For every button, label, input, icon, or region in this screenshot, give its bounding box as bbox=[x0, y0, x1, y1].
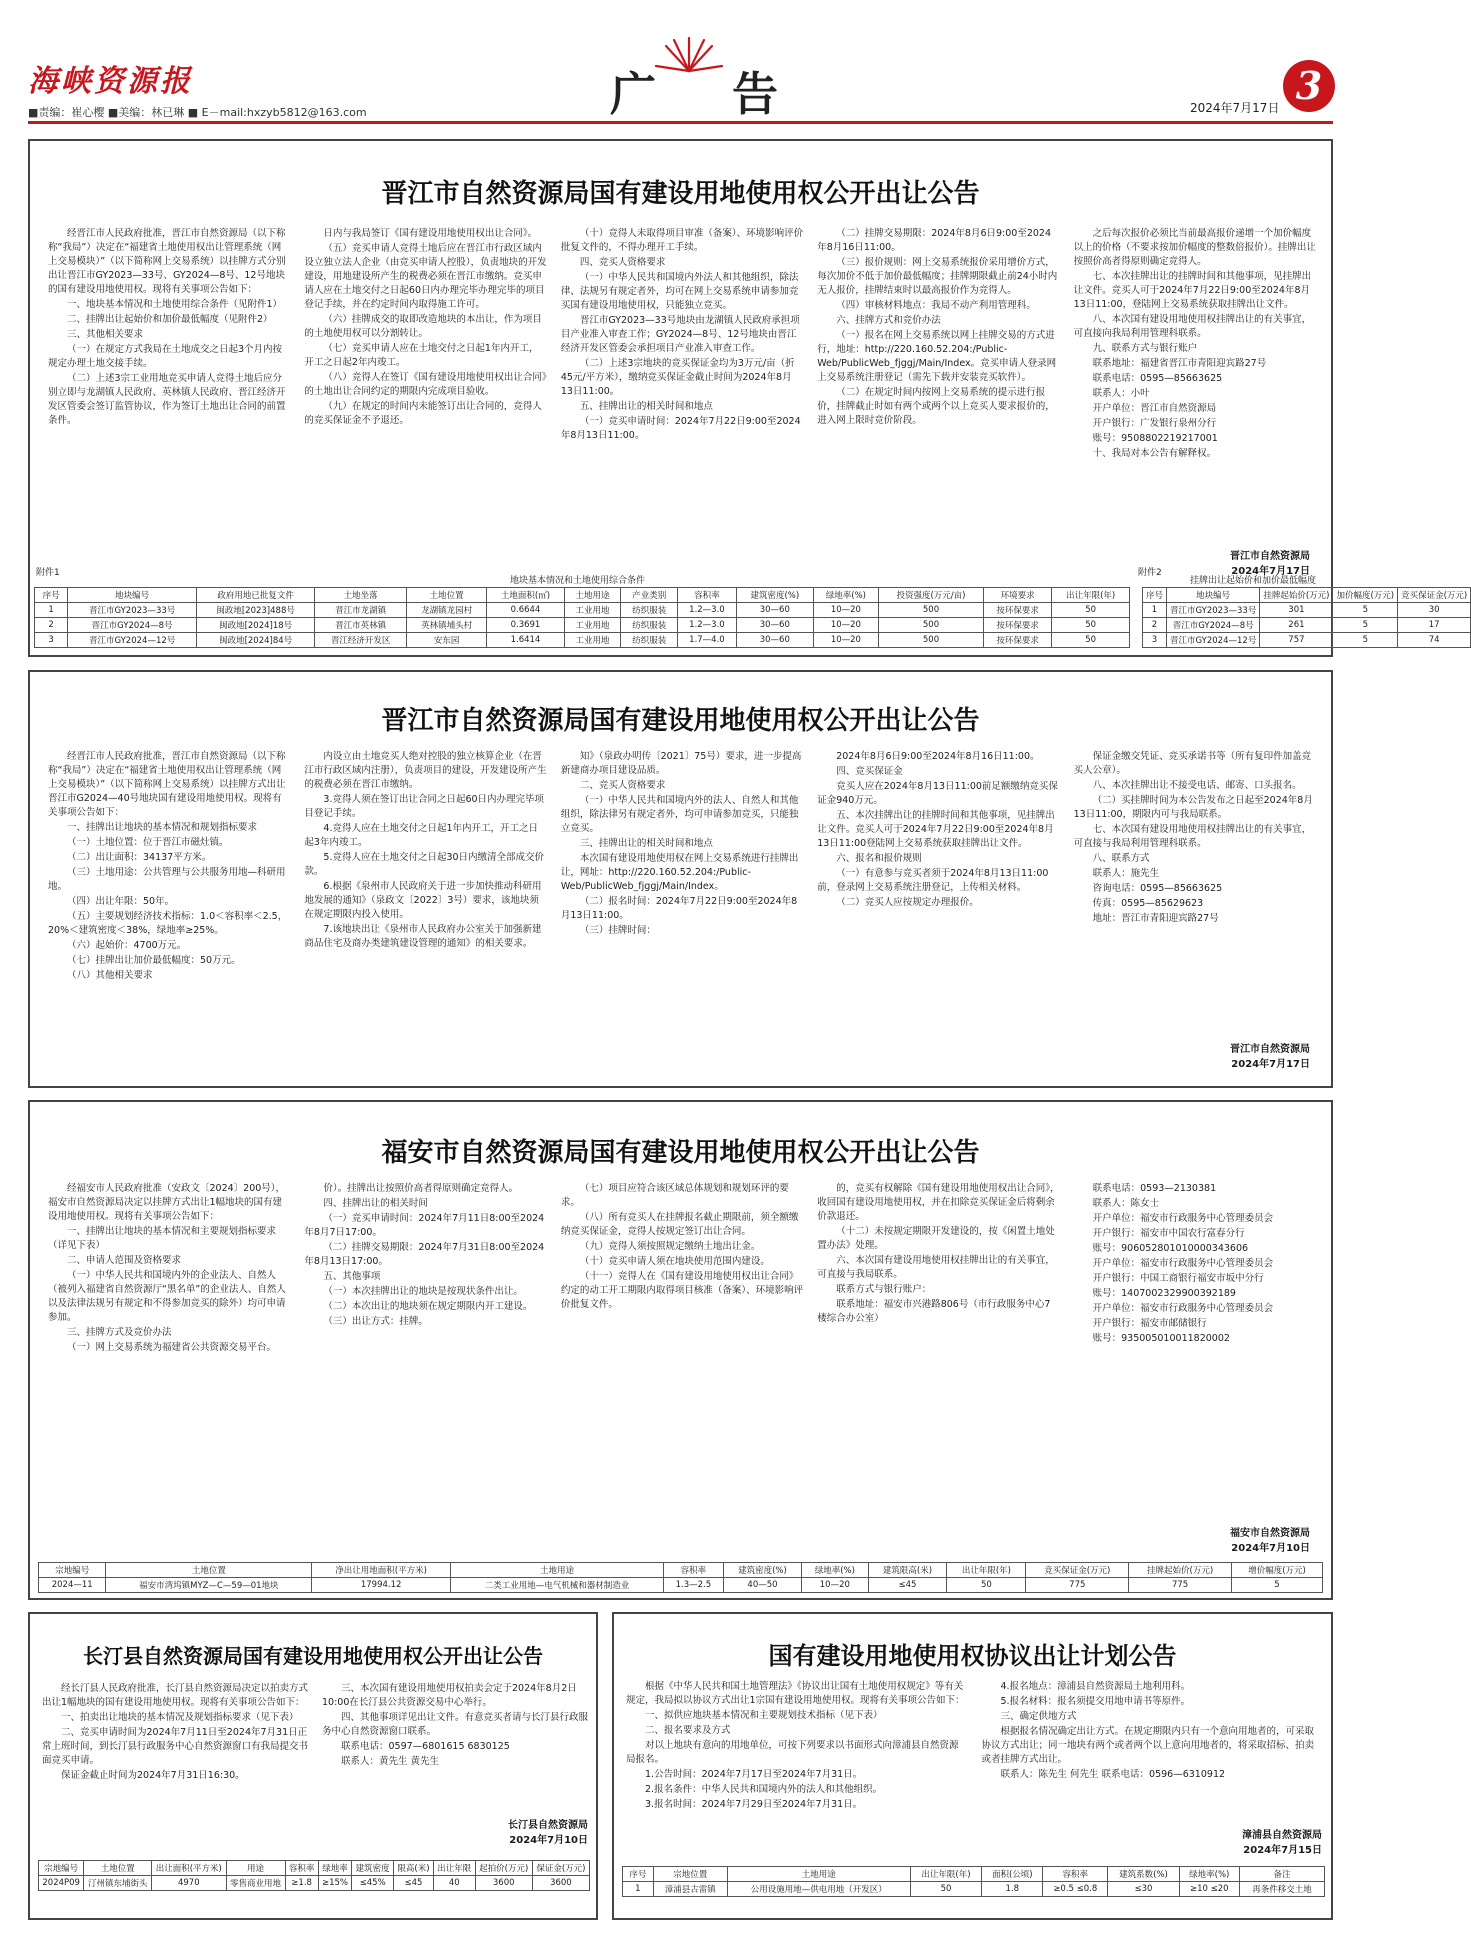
table-cell: 40—50 bbox=[723, 1578, 801, 1593]
table-cell: 漳浦县古雷镇 bbox=[653, 1882, 727, 1897]
table-row bbox=[1143, 633, 1471, 648]
table-header-cell: 备注 bbox=[1239, 1867, 1324, 1882]
table-cell: 775 bbox=[1129, 1578, 1232, 1593]
table-header-cell: 建筑密度(%) bbox=[736, 588, 813, 603]
table-cell: 纺织服装 bbox=[621, 633, 678, 648]
table-cell: 10—20 bbox=[813, 603, 878, 618]
table-cell: 龙湖镇龙园村 bbox=[407, 603, 487, 618]
table-cell: 3600 bbox=[475, 1876, 532, 1891]
notice-title: 晋江市自然资源局国有建设用地使用权公开出让公告 bbox=[381, 706, 980, 736]
table-cell: 1.2—3.0 bbox=[678, 603, 737, 618]
land-parcel-table bbox=[622, 1866, 1325, 1897]
notice-body bbox=[42, 1682, 588, 1816]
table-row bbox=[35, 633, 1130, 648]
table-cell: 工业用地 bbox=[564, 603, 621, 618]
table-header-row bbox=[39, 1861, 590, 1876]
table-header-cell: 面积(公顷) bbox=[982, 1867, 1043, 1882]
body-column: （二）挂牌交易期限：2024年8月6日9:00至2024年8月16日11:00。 （三）报价规则：网上交易系统报价采用增价方式，每次加价不低于加价最低幅度；挂牌期限截止前24小时内无人报价，挂牌结束时以最高报价作为竞得人。 （四）审核材料地点：我局不动产利用管理科。 六、挂牌方式和竞价办法 （一）报名在网上交易系统以网上挂牌交易的方式进行，地址：http://220.160.52.204:/Public-Web/PublicWeb_fjggj/Main/Index。竞买申请人登录网上交易系统注册登记（需先下载并安装竞买软件）。 （二）在规定时间内按网上交易系统的提示进行报价，挂牌截止时如有两个或两个以上竞买人要求报价的，进入网上限时竞价阶段。 bbox=[817, 228, 1058, 426]
signature-block: 晋江市自然资源局 2024年7月17日 bbox=[1230, 551, 1310, 577]
table-cell: ≤45 bbox=[394, 1876, 434, 1891]
table-cell: 500 bbox=[879, 618, 984, 633]
table-header-cell: 土地用途 bbox=[564, 588, 621, 603]
table-cell: 10—20 bbox=[802, 1578, 868, 1593]
newspaper-logo: 海峡资源报 bbox=[28, 64, 193, 99]
notice-title: 晋江市自然资源局国有建设用地使用权公开出让公告 bbox=[381, 179, 980, 209]
table-header-cell: 出让年限(年) bbox=[1052, 588, 1130, 603]
table-header-cell: 建筑密度 bbox=[352, 1861, 394, 1876]
signature-block: 福安市自然资源局 2024年7月10日 bbox=[1230, 1528, 1310, 1554]
table-header-cell: 增价幅度(万元) bbox=[1232, 1563, 1323, 1578]
table-cell: 按环保要求 bbox=[983, 618, 1051, 633]
table-cell: 公用设施用地—供电用地（开发区） bbox=[727, 1882, 910, 1897]
table-cell: ≤30 bbox=[1108, 1882, 1179, 1897]
land-parcel-table bbox=[34, 587, 1130, 648]
table-cell: ≥1.8 bbox=[285, 1876, 318, 1891]
body-column: 4.报名地点：漳浦县自然资源局土地利用科。 5.报名材料：报名须提交用地申请书等原件。 三、确定供地方式 根据报名情况确定出让方式。在规定期限内只有一个意向用地者的，可采取协议方式出让；同一地块有两个或者两个以上意向用地者的，将采取招标、拍卖或者挂牌方式出让。 联系人：陈先生 何先生 联系电话：0596—6310912 bbox=[981, 1681, 1315, 1780]
body-column: 三、本次国有建设用地使用权拍卖会定于2024年8月2日10:00在长汀县公共资源交易中心举行。 四、其他事项详见出让文件。有意竞买者请与长汀县行政服务中心自然资源窗口联系。 联系电话：0597—6801615 6830125 联系人：黄先生 黄先生 bbox=[322, 1683, 589, 1767]
table-cell: 2024P09 bbox=[39, 1876, 84, 1891]
body-column: 联系电话：0593—2130381 联系人：陈女士 开户单位：福安市行政服务中心管理委员会 开户银行：福安市中国农行富春分行 账号：906052801010000343606 开户单位：福安市行政服务中心管理委员会 开户银行：中国工商银行福安市坂中分行 账号：1407002329900392189 开户单位：福安市行政服务中心管理委员会 开户银行：福安市邮储银行 账号：935005010011820002 bbox=[1092, 1183, 1274, 1344]
table-cell: 1 bbox=[35, 603, 68, 618]
table-header-cell: 绿地率 bbox=[318, 1861, 352, 1876]
table-header-cell: 保证金(万元) bbox=[532, 1861, 589, 1876]
table-row bbox=[1143, 618, 1471, 633]
table-cell: 晋江市GY2024—8号 bbox=[1167, 618, 1260, 633]
table-cell: 3600 bbox=[532, 1876, 589, 1891]
table-cell: 晋江市英林镇 bbox=[315, 618, 407, 633]
page-number-badge: 3 bbox=[1283, 60, 1335, 112]
notice-title: 国有建设用地使用权协议出让计划公告 bbox=[768, 1641, 1177, 1670]
table-cell: 零售商业用地 bbox=[226, 1876, 285, 1891]
body-column: （十）竞得人未取得项目审准（备案）、环境影响评价批复文件的，不得办理开工手续。 四、竞买人资格要求 （一）中华人民共和国境内外法人和其他组织，除法律、法规另有规定者外，均可在网上交易系统申请参加竞买国有建设用地使用权，只能独立竞买。 晋江市GY2023—33号地块由龙湖镇人民政府承担项目产业准入审查工作；GY2024—8号、12号地块由晋江经济开发区管委会承担项目产业准入审查工作。 （二）上述3宗地块的竞买保证金均为3万元/亩（折45元/平方米），缴纳竞买保证金截止时间为2024年8月13日11:00。 五、挂牌出让的相关时间和地点 （一）竞买申请时间：2024年7月22日9:00至2024年8月13日11:00。 bbox=[560, 228, 804, 441]
land-parcel-table bbox=[38, 1562, 1323, 1593]
table-header-cell: 用途 bbox=[226, 1861, 285, 1876]
table-cell: 0.6644 bbox=[487, 603, 565, 618]
table-cell: 晋江市GY2024—12号 bbox=[68, 633, 197, 648]
table-header-cell: 出让年限(年) bbox=[947, 1563, 1026, 1578]
signature-block: 晋江市自然资源局 2024年7月17日 bbox=[1230, 1044, 1310, 1070]
table-header-cell: 宗地编号 bbox=[39, 1563, 106, 1578]
table-cell: 500 bbox=[879, 633, 984, 648]
table-header-cell: 竞买保证金(万元) bbox=[1398, 588, 1471, 603]
body-column: 价）。挂牌出让按照价高者得原则确定竞得人。 四、挂牌出让的相关时间 （一）竞买申请时间：2024年7月11日8:00至2024年8月7日17:00。 （二）挂牌交易期限：2024年7月31日8:00至2024年8月13日17:00。 五、其他事项 （一）本次挂牌出让的地块是按现状条件出让。 （二）本次出让的地块须在规定期限内开工建设。 （三）出让方式：挂牌。 bbox=[304, 1183, 545, 1327]
table-header-cell: 净出让用地面积(平方米) bbox=[312, 1563, 451, 1578]
table-cell: ≥0.5 ≤0.8 bbox=[1043, 1882, 1108, 1897]
table-cell: 晋江市GY2024—8号 bbox=[68, 618, 197, 633]
table-header-cell: 容积率 bbox=[285, 1861, 318, 1876]
table-cell: 工业用地 bbox=[564, 633, 621, 648]
table-cell: 1 bbox=[623, 1882, 654, 1897]
table-cell: 1 bbox=[1143, 603, 1167, 618]
body-column: 知》（泉政办明传〔2021〕75号）要求，进一步提高新建商办项目建设品质。 二、竞买人资格要求 （一）中华人民共和国境内外的法人、自然人和其他组织，除法律另有规定者外，均可申请参加竞买，只能独立竞买。 三、挂牌出让的相关时间和地点 本次国有建设用地使用权在网上交易系统进行挂牌出让，网址：http://220.160.52.204:/Public-Web/PublicWeb_fjggj/Main/Index。 （二）报名时间：2024年7月22日9:00至2024年8月13日11:00。 （三）挂牌时间： bbox=[560, 751, 802, 936]
table-header-cell: 产业类别 bbox=[621, 588, 678, 603]
editor-credits: ■责编：崔心樱 ■美编：林已琳 ■ E－mail:hxzyb5812@163.com bbox=[28, 106, 367, 119]
table-cell: 4970 bbox=[152, 1876, 226, 1891]
table-cell: 二类工业用地—电气机械和器材制造业 bbox=[450, 1578, 663, 1593]
table-cell: ≥10 ≤20 bbox=[1179, 1882, 1239, 1897]
table-cell: 74 bbox=[1398, 633, 1471, 648]
table-header-cell: 政府用地已批复文件 bbox=[197, 588, 315, 603]
table-cell: 50 bbox=[1052, 633, 1130, 648]
table-header-cell: 加价幅度(万元) bbox=[1333, 588, 1398, 603]
table-header-cell: 土地位置 bbox=[84, 1861, 152, 1876]
table-header-row bbox=[623, 1867, 1325, 1882]
table-header-cell: 绿地率(%) bbox=[813, 588, 878, 603]
table-cell: 晋江市GY2023—33号 bbox=[1167, 603, 1260, 618]
notice-title: 长汀县自然资源局国有建设用地使用权公开出让公告 bbox=[83, 1644, 543, 1668]
table-header-cell: 土地用途 bbox=[450, 1563, 663, 1578]
notice-zhangpu bbox=[612, 1612, 1333, 1920]
table-header-cell: 限高(米) bbox=[394, 1861, 434, 1876]
table-header-row bbox=[35, 588, 1130, 603]
table-cell: ≤45% bbox=[352, 1876, 394, 1891]
table-cell: 17994.12 bbox=[312, 1578, 451, 1593]
table-row bbox=[39, 1578, 1323, 1593]
table-cell: 工业用地 bbox=[564, 618, 621, 633]
notice-fuan bbox=[28, 1100, 1333, 1600]
table-header-cell: 序号 bbox=[623, 1867, 654, 1882]
table-cell: 1.6414 bbox=[487, 633, 565, 648]
table-header-cell: 建筑密度(%) bbox=[723, 1563, 801, 1578]
table-row bbox=[35, 603, 1130, 618]
table-cell: 30 bbox=[1398, 603, 1471, 618]
table-cell: 1.8 bbox=[982, 1882, 1043, 1897]
table-cell: 按环保要求 bbox=[983, 603, 1051, 618]
table-cell: 40 bbox=[433, 1876, 475, 1891]
table-cell: 50 bbox=[910, 1882, 982, 1897]
notice-body bbox=[626, 1680, 1323, 1826]
table-cell: 30—60 bbox=[736, 603, 813, 618]
table-header-cell: 土地位置 bbox=[407, 588, 487, 603]
table-cell: 闽政地[2024]84号 bbox=[197, 633, 315, 648]
table-header-cell: 建筑系数(%) bbox=[1108, 1867, 1179, 1882]
table-cell: 2024—11 bbox=[39, 1578, 106, 1593]
table-cell: 775 bbox=[1026, 1578, 1129, 1593]
table-cell: 10—20 bbox=[813, 633, 878, 648]
table-cell: 757 bbox=[1260, 633, 1333, 648]
table-cell: 闽政地[2023]488号 bbox=[197, 603, 315, 618]
table-header-row bbox=[1143, 588, 1471, 603]
table-cell: 5 bbox=[1333, 618, 1398, 633]
table-cell: 3 bbox=[35, 633, 68, 648]
ad-section-mark bbox=[610, 36, 810, 121]
table-cell: ≤45 bbox=[868, 1578, 947, 1593]
table-header-cell: 出让年限(年) bbox=[910, 1867, 982, 1882]
table-header-cell: 容积率 bbox=[1043, 1867, 1108, 1882]
notice-title: 福安市自然资源局国有建设用地使用权公开出让公告 bbox=[381, 1138, 980, 1168]
table-header-cell: 绿地率(%) bbox=[1179, 1867, 1239, 1882]
table-header-cell: 土地位置 bbox=[106, 1563, 312, 1578]
price-table bbox=[1142, 587, 1471, 648]
table-cell: 50 bbox=[1052, 603, 1130, 618]
table-cell: ≥15% bbox=[318, 1876, 352, 1891]
table-cell: 50 bbox=[947, 1578, 1026, 1593]
table-cell: 5 bbox=[1333, 633, 1398, 648]
table-header-cell: 出让面积(平方米) bbox=[152, 1861, 226, 1876]
body-column: 保证金缴交凭证、竞买承诺书等（所有复印件加盖竞买人公章）。 八、本次挂牌出让不接受电话、邮寄、口头报名。 （二）买挂牌时间为本公告发布之日起至2024年8月13日11:00，期限内可与我局联系。 七、本次国有建设用地使用权挂牌出让的有关事宜，可直接与我局利用管理科联系。 八、联系方式 联系人：施先生 咨询电话：0595—85663625 传真：0595—85629623 地址：晋江市青阳迎宾路27号 bbox=[1073, 751, 1313, 924]
notice-body bbox=[48, 750, 1316, 1042]
notice-jinjiang-1 bbox=[28, 139, 1468, 657]
table-row bbox=[1143, 603, 1471, 618]
table-header-cell: 竞买保证金(万元) bbox=[1026, 1563, 1129, 1578]
table-cell: 按环保要求 bbox=[983, 633, 1051, 648]
table-cell: 晋江市龙湖镇 bbox=[315, 603, 407, 618]
table-header-cell: 宗地编号 bbox=[39, 1861, 84, 1876]
table-header-cell: 土地面积(㎡) bbox=[487, 588, 565, 603]
notice-jinjiang-2 bbox=[28, 670, 1333, 1088]
table-row bbox=[39, 1876, 590, 1891]
table-header-cell: 容积率 bbox=[678, 588, 737, 603]
signature-block: 漳浦县自然资源局 2024年7月15日 bbox=[1242, 1830, 1322, 1856]
table-header-cell: 绿地率(%) bbox=[802, 1563, 868, 1578]
table-header-cell: 序号 bbox=[1143, 588, 1167, 603]
body-column: 经晋江市人民政府批准，晋江市自然资源局（以下称称“我局”）决定在“福建省土地使用权出让管理系统（网上交易模块）”（以下简称网上交易系统）以挂牌方式出让晋江市G2024—40号地块国有建设用地使用权。现将有关事项公告如下： 一、挂牌出让地块的基本情况和规划指标要求 （一）土地位置：位于晋江市磁灶镇。 （二）出让面积：34137平方米。 （三）土地用途：公共管理与公共服务用地—科研用地。 （四）出让年限：50年。 （五）主要规划经济技术指标：1.0＜容积率＜2.5，20%＜建筑密度＜38%，绿地率≥25%。 （六）起始价：4700万元。 （七）挂牌出让加价最低幅度：50万元。 （八）其他相关要求 bbox=[48, 751, 288, 981]
attachment-caption: 地块基本情况和土地使用综合条件 bbox=[510, 576, 646, 586]
table-header-cell: 挂牌起始价(万元) bbox=[1129, 1563, 1232, 1578]
table-cell: 261 bbox=[1260, 618, 1333, 633]
table-header-cell: 容积率 bbox=[664, 1563, 724, 1578]
table-cell: 1.2—3.0 bbox=[678, 618, 737, 633]
body-column: 之后每次报价必须比当前最高报价递增一个加价幅度以上的价格（不要求按加价幅度的整数倍报价）。挂牌出让按照价高者得原则确定竞得人。 七、本次挂牌出让的挂牌时间和其他事项，见挂牌出让文件。竞买人可于2024年7月22日9:00至2024年8月13日11:00，登陆网上交易系统获取挂牌出让文件。 八、本次国有建设用地使用权挂牌出让的有关事宜，可直接向我局利用管理科联系。 九、联系方式与银行账户 联系地址：福建省晋江市青阳迎宾路27号 联系电话：0595—85663625 联系人：小叶 开户单位：晋江市自然资源局 开户银行：广发银行泉州分行 账号：9508802219217001 十、我局对本公告有解释权。 bbox=[1073, 228, 1316, 459]
body-column: 经福安市人民政府批准（安政文〔2024〕200号），福安市自然资源局决定以挂牌方式出让1幅地块的国有建设用地使用权。现将有关事项公告如下： 一、挂牌出让地块的基本情况和主要规划指标要求（详见下表） 二、申请人范围及资格要求 （一）中华人民共和国境内外的企业法人、自然人（被列入福建省自然资源厅“黑名单”的企业法人、自然人以及法律法规另有规定和不得参加竞买的除外）均可申请参加。 三、挂牌方式及竞价办法 （一）网上交易系统为福建省公共资源交易平台。 bbox=[48, 1183, 286, 1353]
table-cell: 301 bbox=[1260, 603, 1333, 618]
table-cell: 纺织服装 bbox=[621, 603, 678, 618]
table-cell: 3 bbox=[1143, 633, 1167, 648]
table-header-cell: 起拍价(万元) bbox=[475, 1861, 532, 1876]
table-cell: 30—60 bbox=[736, 633, 813, 648]
table-header-row bbox=[39, 1563, 1323, 1578]
signature-block: 长汀县自然资源局 2024年7月10日 bbox=[508, 1820, 588, 1846]
body-column: 根据《中华人民共和国土地管理法》《协议出让国有土地使用权规定》等有关规定，我局拟以协议方式出让1宗国有建设用地使用权。现将有关事项公告如下： 一、拟供应地块基本情况和主要规划技术指标（见下表） 二、报名要求及方式 对以上地块有意向的用地单位，可按下列要求以书面形式向漳浦县自然资源局报名。 1.公告时间：2024年7月17日至2024年7月31日。 2.报名条件：中华人民共和国境内外的法人和其他组织。 3.报名时间：2024年7月29日至2024年7月31日。 bbox=[626, 1681, 965, 1810]
table-header-cell: 序号 bbox=[35, 588, 68, 603]
header-rule bbox=[28, 121, 1333, 124]
table-row bbox=[35, 618, 1130, 633]
table-cell: 安东园 bbox=[407, 633, 487, 648]
table-header-cell: 出让年限 bbox=[433, 1861, 475, 1876]
table-cell: 5 bbox=[1333, 603, 1398, 618]
table-cell: 闽政地[2024]18号 bbox=[197, 618, 315, 633]
table-header-cell: 环境要求 bbox=[983, 588, 1051, 603]
table-cell: 2 bbox=[1143, 618, 1167, 633]
table-cell: 5 bbox=[1232, 1578, 1323, 1593]
table-header-cell: 地块编号 bbox=[68, 588, 197, 603]
body-column: 日内与我局签订《国有建设用地使用权出让合同》。 （五）竞买申请人竞得土地后应在晋江市行政区域内设立独立法人企业（由竞买申请人控股），负责地块的开发建设，用地建设所产生的税费必须在晋江市缴纳。竞买申请人应在土地交付之日起60日内办理完毕办理完毕的项目登记手续，并在约定时间内取得施工许可。 （六）挂牌成交的取即改造地块的本出让，作为项目的土地使用权可以分割转让。 （七）竞买申请人应在土地交付之日起1年内开工，开工之日起2年内竣工。 （八）竞得人在签订《国有建设用地使用权出让合同》的土地出让合同约定的期限内完成项目验收。 （九）在规定的时间内未能签订出让合同的，竞得人的竞买保证金不予退还。 bbox=[304, 228, 547, 426]
table-header-cell: 土地坐落 bbox=[315, 588, 407, 603]
table-cell: 福安市湾坞镇MYZ—C—59—01地块 bbox=[106, 1578, 312, 1593]
body-column: 经长汀县人民政府批准，长汀县自然资源局决定以拍卖方式出让1幅地块的国有建设用地使用权。现将有关事项公告如下： 一、拍卖出让地块的基本情况及规划指标要求（见下表） 二、竞买申请时间为2024年7月11日至2024年7月31日正常上班时间，到长汀县行政服务中心自然资源窗口有我局提交书面竞买申请。 保证金截止时间为2024年7月31日16:30。 bbox=[42, 1683, 309, 1781]
table-cell: 1.7—4.0 bbox=[678, 633, 737, 648]
body-column: 2024年8月6日9:00至2024年8月16日11:00。 四、竞买保证金 竞买人应在2024年8月13日11:00前足额缴纳竞买保证金940万元。 五、本次挂牌出让的挂牌时间和其他事项，见挂牌出让文件。竞买人可于2024年7月22日9:00至2024年8月13日11:00登陆网上交易系统获取挂牌出让文件。 六、报名和报价规则 （一）有意参与竞买者须于2024年8月13日11:00前，登录网上交易系统注册登记，上传相关材料。 （二）竞买人应按规定办理报价。 bbox=[817, 751, 1058, 908]
table-cell: 0.3691 bbox=[487, 618, 565, 633]
notice-body bbox=[48, 1182, 1316, 1524]
table-cell: 30—60 bbox=[736, 618, 813, 633]
attachment-label: 附件2 bbox=[1138, 568, 1162, 578]
table-cell: 2 bbox=[35, 618, 68, 633]
table-cell: 1.3—2.5 bbox=[664, 1578, 724, 1593]
body-column: 的，竞买有权解除《国有建设用地使用权出让合同》，收回国有建设用地使用权，并在扣除竞买保证金后将剩余价款退还。 （十二）未按规定期限开发建设的，按《闲置土地处置办法》处理。 六、本次国有建设用地使用权挂牌出让的有关事宜，可直接与我局联系。 联系方式与银行账户： 联系地址：福安市兴港路806号（市行政服务中心7楼综合办公室） bbox=[817, 1183, 1060, 1324]
land-parcel-table bbox=[38, 1860, 590, 1891]
table-cell: 汀州镇东埔街头 bbox=[84, 1876, 152, 1891]
attachment-label: 附件1 bbox=[36, 568, 60, 578]
table-header-cell: 宗地位置 bbox=[653, 1867, 727, 1882]
ad-char-gao: 告 bbox=[732, 67, 778, 121]
table-header-cell: 土地用途 bbox=[727, 1867, 910, 1882]
table-header-cell: 挂牌起始价(万元) bbox=[1260, 588, 1333, 603]
body-column: （七）项目应符合该区域总体规划和规划环评的要求。 （八）所有竞买人在挂牌报名截止期限前，须全额缴纳竞买保证金，竞得人按规定签订出让合同。 （九）竞得人须按照规定缴纳土地出让金。 （十）竞买申请人须在地块使用范围内建设。 （十一）竞得人在《国有建设用地使用权出让合同》约定的动工开工期限内取得项目核准（备案）、环境影响评价批复文件。 bbox=[560, 1183, 804, 1310]
table-cell: 晋江市GY2023—33号 bbox=[68, 603, 197, 618]
table-header-cell: 地块编号 bbox=[1167, 588, 1260, 603]
ad-char-guang: 广 bbox=[610, 67, 656, 121]
notice-body bbox=[48, 227, 1316, 545]
table-cell: 10—20 bbox=[813, 618, 878, 633]
attachment-caption: 挂牌出让起始价和加价最低幅度 bbox=[1190, 576, 1317, 586]
starburst-icon bbox=[654, 36, 724, 106]
table-cell: 晋江经济开发区 bbox=[315, 633, 407, 648]
table-cell: 50 bbox=[1052, 618, 1130, 633]
table-header-cell: 投资强度(万元/亩) bbox=[879, 588, 984, 603]
table-cell: 英林镇埔头村 bbox=[407, 618, 487, 633]
table-header-cell: 建筑限高(米) bbox=[868, 1563, 947, 1578]
table-row bbox=[623, 1882, 1325, 1897]
table-cell: 500 bbox=[879, 603, 984, 618]
table-cell: 17 bbox=[1398, 618, 1471, 633]
body-column: 内设立由土地竞买人绝对控股的独立核算企业（在晋江市行政区域内注册），负责项目的建设，开发建设所产生的税费必须在晋江市缴纳。 3.竞得人须在签订出让合同之日起60日内办理完毕项目登记手续。 4.竞得人应在土地交付之日起1年内开工，开工之日起3年内竣工。 5.竞得人应在土地交付之日起30日内缴清全部成交价款。 6.根据《泉州市人民政府关于进一步加快推动科研用地发展的通知》（泉政文〔2022〕3号）要求，该地块须在规定期限内投入使用。 7.该地块出让《泉州市人民政府办公室关于加强新建商品住宅及商办类建筑建设管理的通知》的相关要求。 bbox=[304, 751, 547, 949]
table-cell: 纺织服装 bbox=[621, 618, 678, 633]
masthead bbox=[0, 0, 1361, 128]
issue-date: 2024年7月17日 bbox=[1190, 101, 1280, 115]
notice-changting bbox=[28, 1612, 598, 1920]
table-cell: 再条件移交土地 bbox=[1239, 1882, 1324, 1897]
body-column: 经晋江市人民政府批准，晋江市自然资源局（以下称称“我局”）决定在“福建省土地使用权出让管理系统（网上交易模块）”（以下简称网上交易系统）以挂牌方式分别出让晋江市GY2023—33号、GY2024—8号、12号地块的国有建设用地使用权。现将有关事项公告如下： 一、地块基本情况和土地使用综合条件（见附件1） 二、挂牌出让起始价和加价最低幅度（见附件2） 三、其他相关要求 （一）在规定方式我局在土地成交之日起3个月内按规定办理土地交接手续。 （二）上述3宗工业用地竞买申请人竞得土地后应分别立即与龙湖镇人民政府、英林镇人民政府、晋江经济开发区管委会签订监管协议，作为签订土地出让合同的前置条件。 bbox=[48, 228, 286, 426]
table-cell: 晋江市GY2024—12号 bbox=[1167, 633, 1260, 648]
